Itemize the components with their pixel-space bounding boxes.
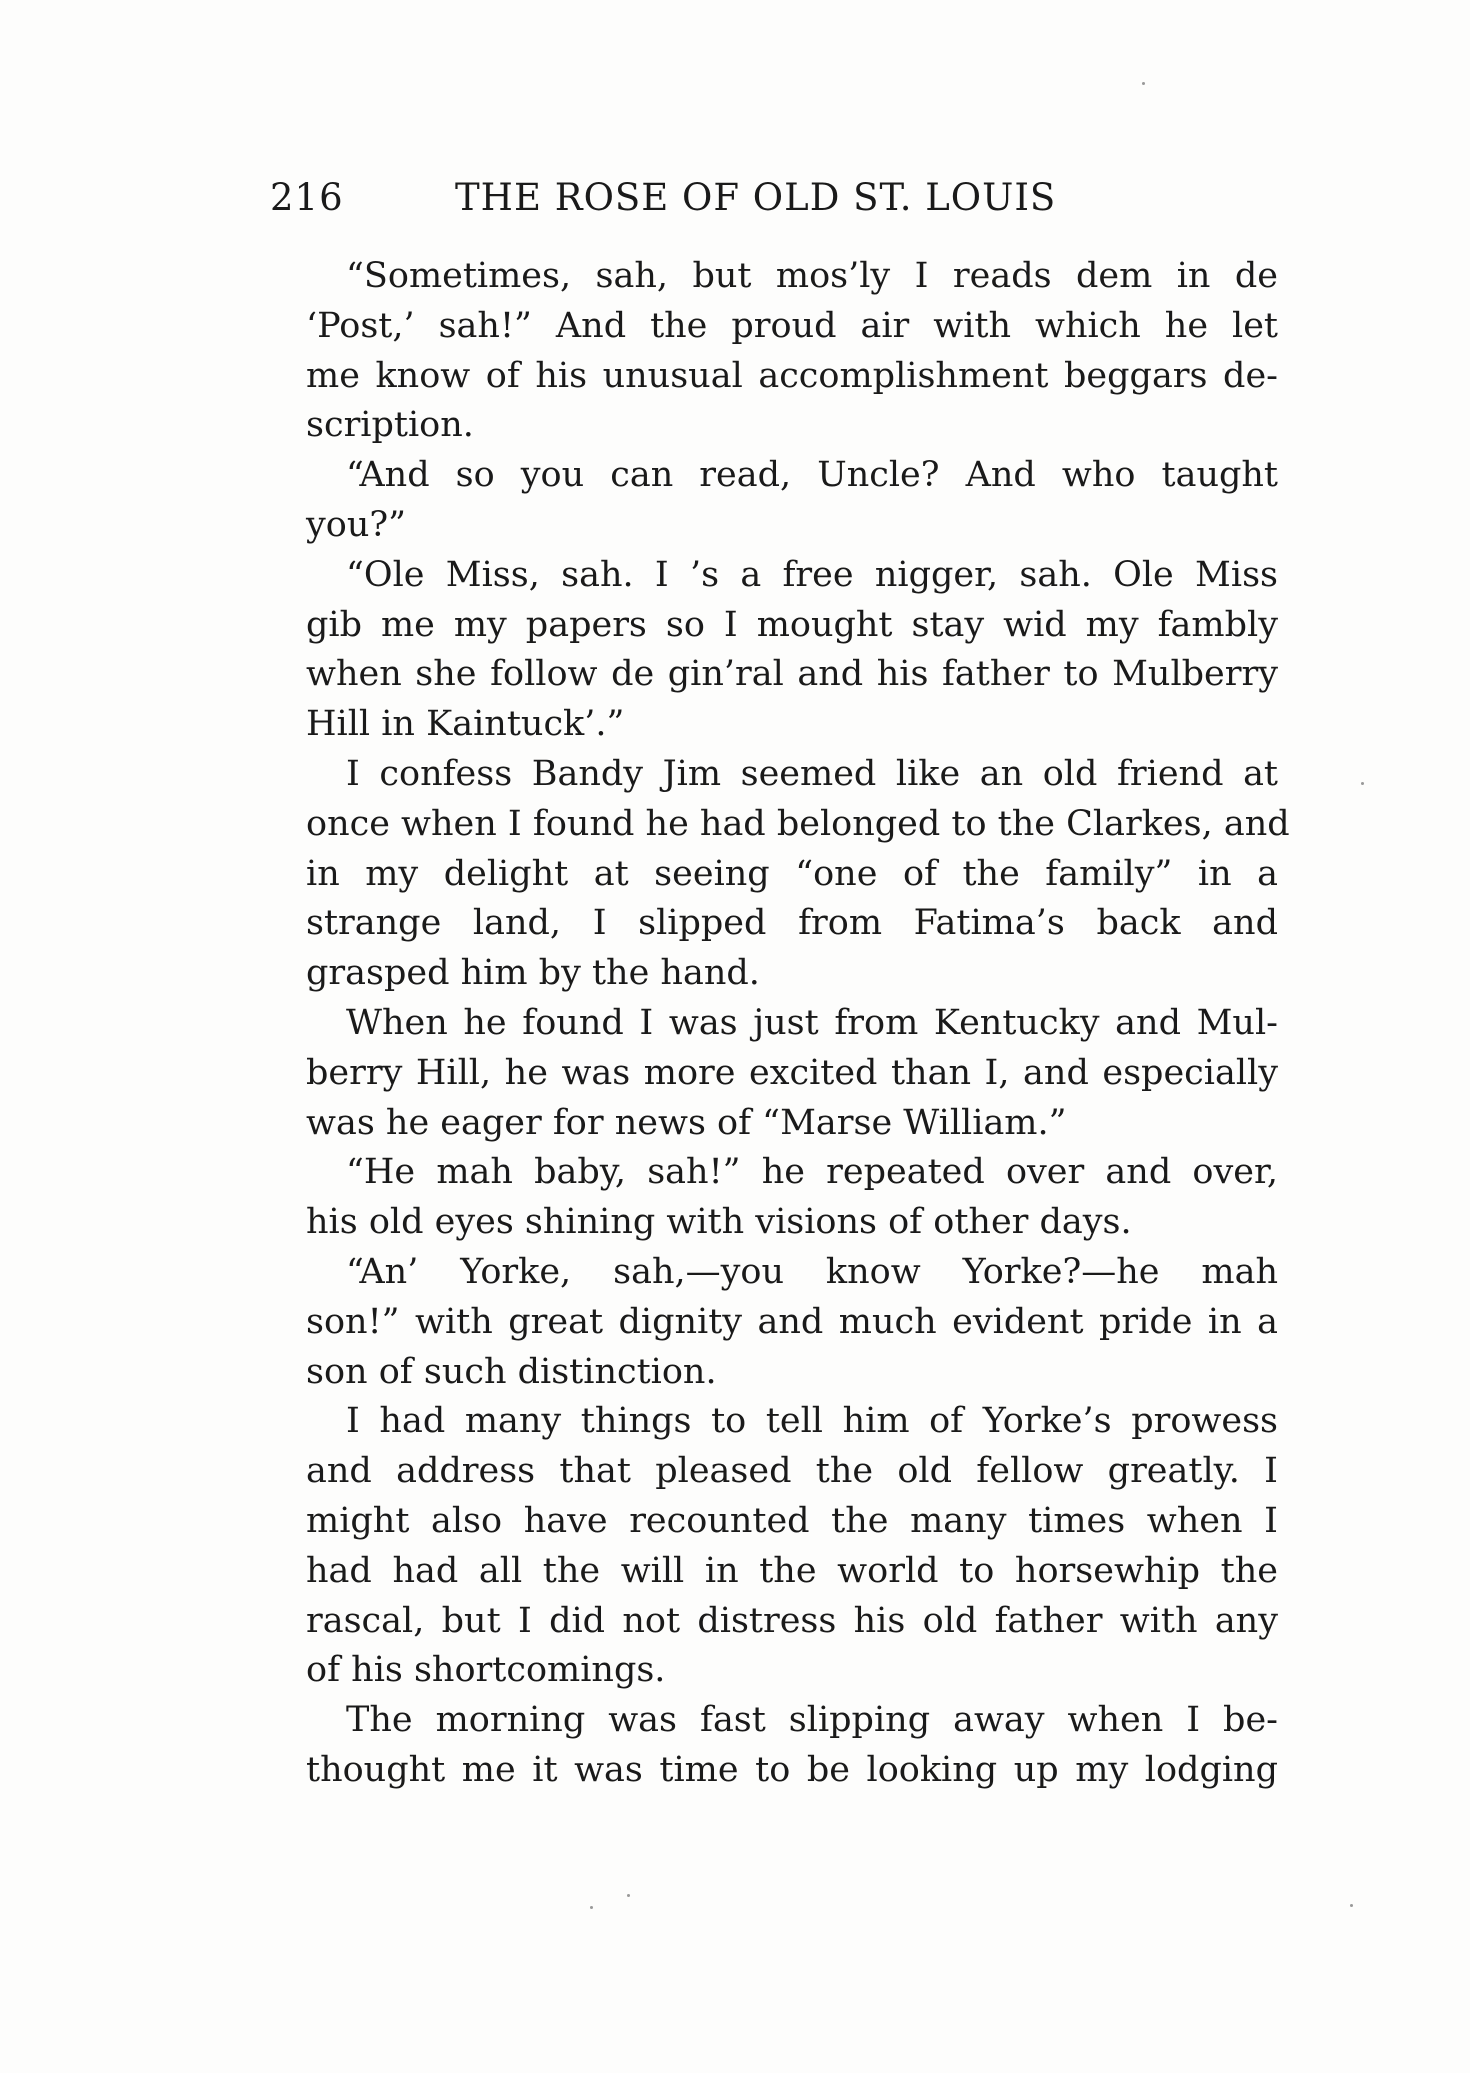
text-line: was he eager for news of “Marse William.” <box>306 1102 1067 1143</box>
text-line: “Ole Miss, sah. I ’s a free nigger, sah. Ole Miss <box>346 554 1278 595</box>
text-line: son!” with great dignity and much evident pride in a <box>306 1301 1278 1342</box>
text-line: I had many things to tell him of Yorke’s prowess <box>346 1401 1278 1442</box>
text-line: of his shortcomings. <box>306 1650 666 1691</box>
scan-speck <box>1361 782 1364 785</box>
text-line: Hill in Kaintuck’.” <box>306 704 625 745</box>
text-line: The morning was fast slipping away when I be- <box>346 1700 1278 1741</box>
running-head <box>270 176 1280 226</box>
text-line: and address that pleased the old fellow greatly. I <box>306 1451 1278 1492</box>
scan-speck <box>1350 1904 1353 1907</box>
text-line: “Sometimes, sah, but mos’ly I reads dem in de <box>346 256 1278 296</box>
text-line: his old eyes shining with visions of other days. <box>306 1202 1132 1243</box>
paragraph <box>266 252 1278 451</box>
text-line: “And so you can read, Uncle? And who taught <box>346 455 1278 496</box>
text-line: grasped him by the hand. <box>306 953 760 994</box>
paragraph <box>266 999 1278 1148</box>
scan-speck <box>1142 82 1145 85</box>
text-line: when she follow de gin’ral and his father to Mulberry <box>306 654 1278 695</box>
scan-speck <box>627 1894 630 1897</box>
text-line: “He mah baby, sah!” he repeated over and over, <box>346 1152 1278 1193</box>
page-number: 216 <box>270 176 344 219</box>
text-line: thought me it was time to be looking up my lodging <box>306 1749 1278 1790</box>
text-line: once when I found he had belonged to the Clarkes, and <box>306 803 1290 844</box>
text-line: might also have recounted the many times when I <box>306 1500 1278 1541</box>
text-line: gib me my papers so I mought stay wid my fambly <box>306 604 1278 645</box>
text-line: had had all the will in the world to horsewhip the <box>306 1550 1278 1591</box>
text-line: me know of his unusual accomplishment beggars de- <box>306 355 1278 396</box>
scan-speck <box>590 1906 593 1909</box>
paragraph <box>266 750 1290 999</box>
paragraph <box>266 551 1278 750</box>
text-line: rascal, but I did not distress his old father with any <box>306 1600 1278 1641</box>
text-line: son of such distinction. <box>306 1351 717 1392</box>
text-line: ‘Post,’ sah!” And the proud air with which he let <box>306 305 1278 346</box>
running-title: THE ROSE OF OLD ST. LOUIS <box>455 176 1057 219</box>
text-line: in my delight at seeing “one of the family” in a <box>306 853 1278 894</box>
text-line: I confess Bandy Jim seemed like an old friend at <box>346 753 1278 794</box>
text-line: berry Hill, he was more excited than I, and especially <box>306 1052 1278 1093</box>
paragraph <box>266 1248 1278 1397</box>
text-line: “An’ Yorke, sah,—you know Yorke?—he mah <box>346 1251 1278 1292</box>
paragraph <box>266 1696 1278 1796</box>
body-text <box>266 252 1290 1796</box>
text-line: you?” <box>306 504 407 545</box>
paragraph <box>266 1148 1278 1248</box>
paragraph <box>266 451 1278 551</box>
paragraph <box>266 1397 1278 1696</box>
text-line: When he found I was just from Kentucky and Mul- <box>346 1002 1278 1043</box>
text-line: scription. <box>306 405 474 446</box>
text-line: strange land, I slipped from Fatima’s back and <box>306 903 1278 944</box>
